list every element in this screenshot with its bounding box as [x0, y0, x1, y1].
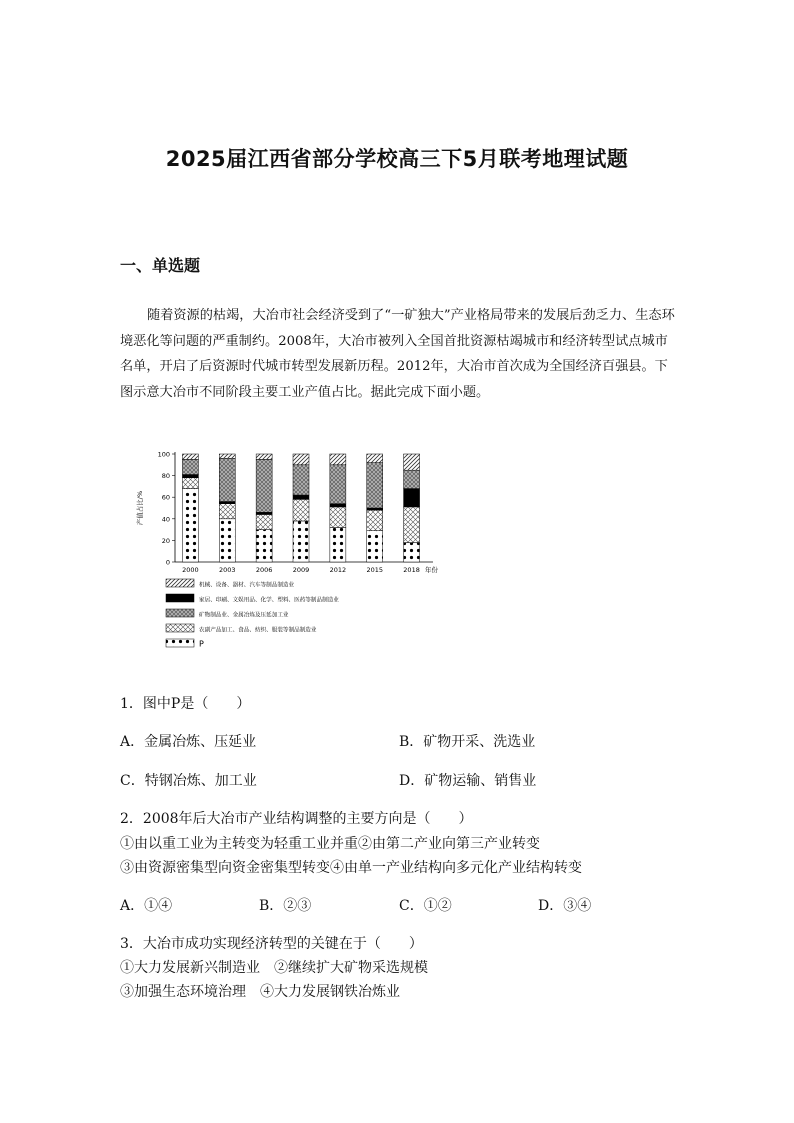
- bar-segment: [330, 507, 346, 528]
- x-tick-label: 2003: [219, 566, 236, 574]
- bar-segment: [404, 454, 420, 470]
- y-tick-label: 80: [161, 472, 170, 481]
- x-tick-label: 2000: [182, 566, 199, 574]
- bar-segment: [330, 465, 346, 504]
- x-tick-label: 2006: [255, 566, 273, 574]
- stacked-bar-chart: [128, 442, 458, 662]
- bar-segment: [256, 530, 272, 562]
- bar-segment: [367, 510, 383, 531]
- y-tick-label: 20: [161, 536, 170, 545]
- passage-text: 随着资源的枯竭，大冶市社会经济受到了“一矿独大”产业格局带来的发展后劲乏力、生态环境恶化等问题的严重制约。2008年，大冶市被列入全国首批资源枯竭城市和经济转型试点城市名单，开启了后资源时代城市转型发展新历程。2012年，大冶市首次成为全国经济百强县。下图示意大冶市不同阶段主要工业产值占比。据此完成下面小题。: [120, 308, 675, 400]
- question-2-statements-1: ①由以重工业为主转变为轻重工业并重②由第二产业向第三产业转变: [120, 836, 540, 852]
- bar-segment: [219, 454, 235, 458]
- bar-segment: [182, 489, 198, 562]
- legend-swatch: [166, 579, 194, 587]
- bar-segment: [404, 507, 420, 543]
- bar-segment: [367, 454, 383, 463]
- bar-segment: [256, 459, 272, 512]
- x-tick-label: 2009: [292, 566, 310, 574]
- bar-segment: [330, 504, 346, 507]
- bar-segment: [293, 465, 309, 495]
- bar-segment: [367, 508, 383, 510]
- question-1-option-d[interactable]: D．矿物运输、销售业: [399, 773, 537, 789]
- bar-segment: [182, 475, 198, 478]
- y-tick-label: 60: [161, 493, 170, 502]
- bar-segment: [256, 514, 272, 529]
- bar-segment: [293, 454, 309, 465]
- bar-segment: [182, 478, 198, 489]
- chart-axes: [135, 451, 439, 575]
- bar-segment: [219, 504, 235, 519]
- legend-label: 农副产品加工、食品、纺织、服装等制品制造业: [199, 627, 317, 634]
- legend-label: 矿物制品业、金属冶炼及压延加工业: [199, 612, 289, 619]
- question-1-stem: 1．图中P是（ ）: [120, 696, 251, 712]
- bar-segment: [367, 531, 383, 562]
- legend-swatch: [166, 624, 194, 632]
- bar-segment: [404, 470, 420, 488]
- question-2-statements-2: ③由资源密集型向资金密集型转变④由单一产业结构向多元化产业结构转变: [120, 860, 582, 876]
- x-tick-label: 2018: [403, 566, 420, 574]
- question-2-option-c[interactable]: C．①②: [399, 898, 452, 914]
- question-3-stem: 3．大冶市成功实现经济转型的关键在于（ ）: [120, 936, 423, 952]
- bar-segment: [367, 463, 383, 508]
- question-2-option-b[interactable]: B．②③: [259, 898, 312, 914]
- legend-swatch: [166, 594, 194, 602]
- bar-segment: [256, 454, 272, 459]
- bar-segment: [182, 454, 198, 459]
- y-tick-label: 100: [157, 450, 170, 459]
- legend-label: P: [199, 639, 204, 649]
- legend-label: 机械、设备、器材、汽车等制品制造业: [199, 582, 295, 589]
- question-2-stem: 2．2008年后大冶市产业结构调整的主要方向是（ ）: [120, 811, 473, 827]
- x-tick-label: 2015: [366, 566, 383, 574]
- bar-segment: [219, 502, 235, 504]
- bar-segment: [293, 499, 309, 521]
- reading-passage: [120, 303, 675, 405]
- bar-segment: [293, 495, 309, 499]
- question-3-statements-1: ①大力发展新兴制造业 ②继续扩大矿物采选规模: [120, 960, 428, 976]
- y-tick-label: 0: [165, 558, 170, 567]
- question-2-option-d[interactable]: D．③④: [538, 898, 592, 914]
- bar-segment: [219, 519, 235, 562]
- bar-segment: [330, 454, 346, 465]
- bar-segment: [219, 458, 235, 501]
- question-1-option-b[interactable]: B．矿物开采、洗选业: [399, 734, 536, 750]
- industry-share-chart: [128, 442, 458, 662]
- exam-title: 2025届江西省部分学校高三下5月联考地理试题: [165, 147, 629, 171]
- legend-swatch: [166, 609, 194, 617]
- bar-segment: [404, 543, 420, 562]
- bar-segment: [256, 512, 272, 514]
- bar-segment: [182, 459, 198, 474]
- question-2-option-a[interactable]: A．①④: [120, 898, 173, 914]
- chart-bars: [182, 454, 419, 562]
- bar-segment: [293, 521, 309, 562]
- question-3-statements-2: ③加强生态环境治理 ④大力发展钢铁冶炼业: [120, 984, 400, 1000]
- question-1-option-a[interactable]: A．金属冶炼、压延业: [120, 734, 257, 750]
- question-1-option-c[interactable]: C．特钢冶炼、加工业: [120, 773, 257, 789]
- bar-segment: [404, 489, 420, 507]
- chart-legend: [166, 579, 339, 649]
- y-tick-label: 40: [161, 515, 170, 524]
- bar-segment: [330, 527, 346, 562]
- legend-label: 家居、印刷、文娱用品、化学、塑料、医药等制品制造业: [199, 597, 339, 604]
- x-tick-label: 2012: [329, 566, 347, 574]
- y-axis-label: 产值占比/%: [136, 490, 144, 526]
- legend-swatch: [166, 639, 194, 647]
- section-heading: 一、单选题: [120, 256, 201, 275]
- x-axis-label: 年份: [425, 566, 438, 574]
